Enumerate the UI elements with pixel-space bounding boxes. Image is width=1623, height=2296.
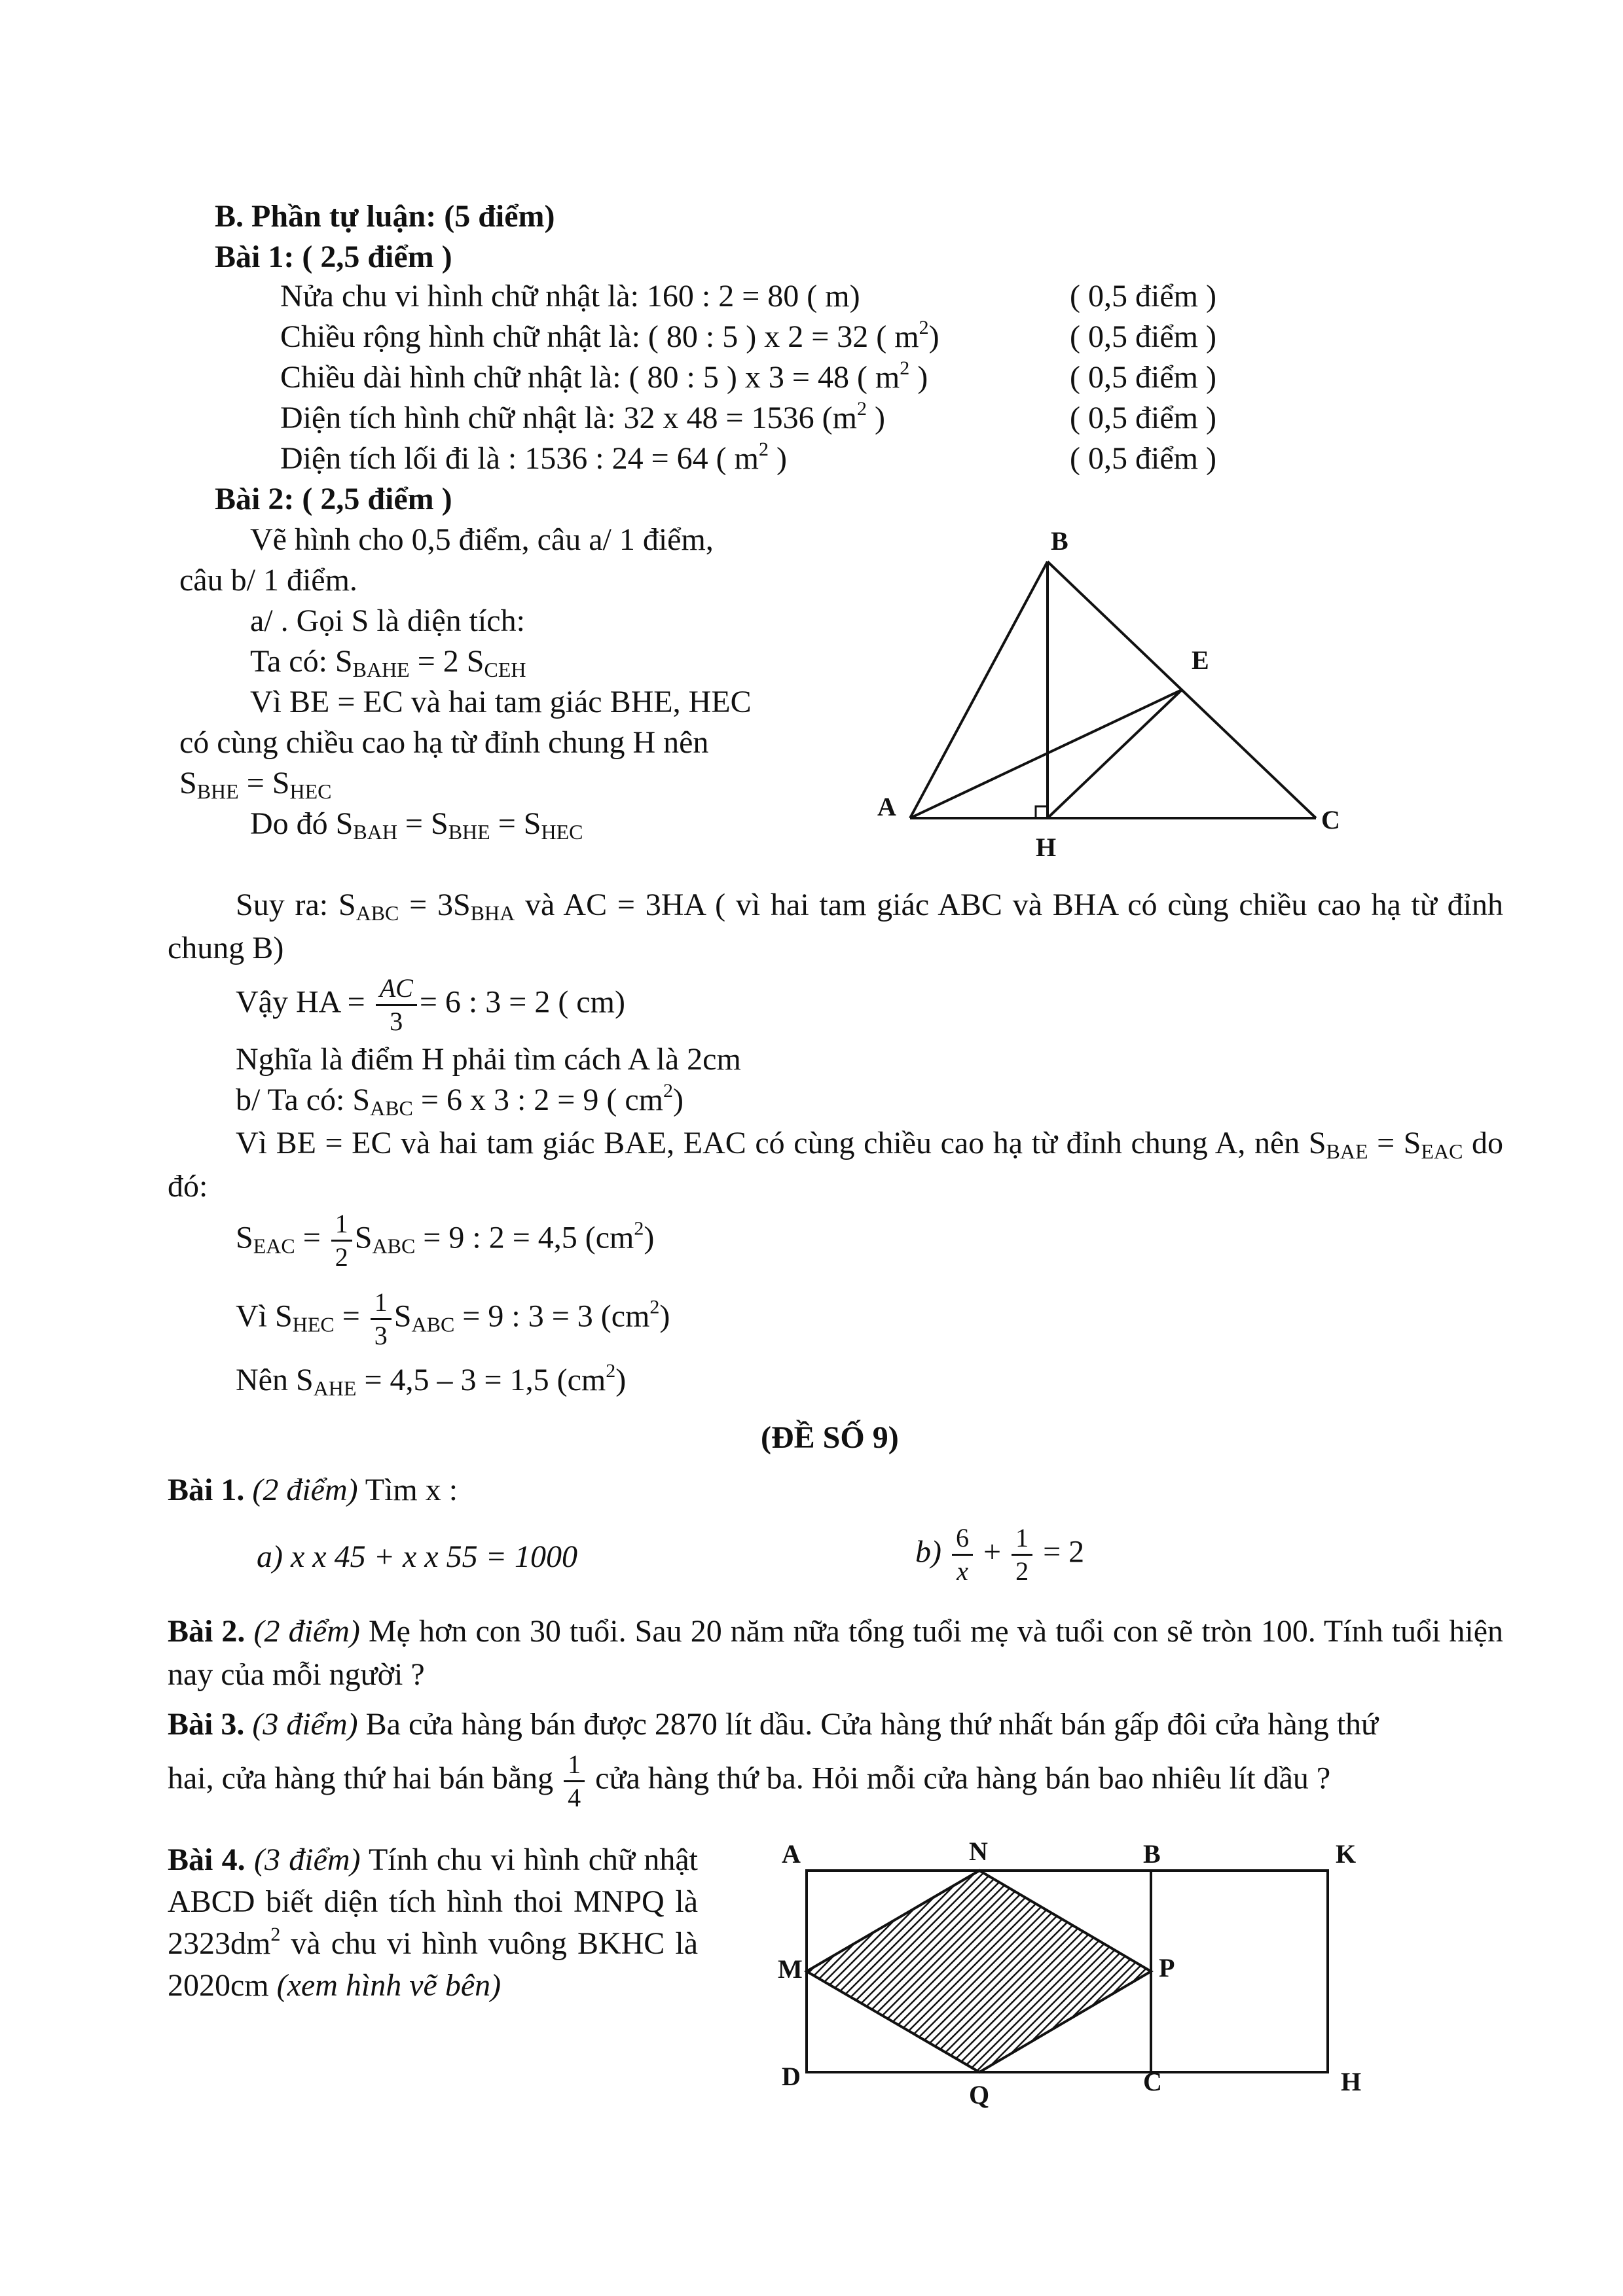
bai1-line-2: Chiều rộng hình chữ nhật là: ( 80 : 5 ) x 2 = 32 ( $m^2$) <box>280 317 939 354</box>
label-b: B <box>1143 1839 1161 1869</box>
bai1-line-5: Diện tích lối đi là : 1536 : 24 = 64 ( $m^2$ ) <box>280 439 787 476</box>
bai1-line-1: Nửa chu vi hình chữ nhật là: 160 : 2 = 80 ( m) <box>280 279 860 314</box>
fraction-one-half: $\frac{1}{2}$ <box>331 1211 352 1270</box>
bai1-line-4: Diện tích hình chữ nhật là: 32 x 48 = 1536 ($m^2$ ) <box>280 398 885 435</box>
bai1-score-2: ( 0,5 điểm ) <box>1070 319 1216 354</box>
shec-line: Vì $S_{HEC}$ = $\frac{1}{3}$ $S_{ABC} = 9$ : 3 = 3 $(cm^2)$ <box>236 1287 670 1350</box>
label-m: M <box>778 1954 803 1984</box>
bai2-title: Bài 2: ( 2,5 điểm ) <box>215 482 452 516</box>
fraction-ac-3: $\frac{AC}{3}$ <box>376 975 417 1035</box>
vay-ha-line: Vậy HA = $\frac{AC}{3}$ = 6 : 3 = 2 ( cm) <box>236 973 625 1036</box>
label-n: N <box>969 1837 988 1866</box>
triangle-figure <box>851 517 1375 870</box>
b-ta-co-line: b/ Ta có: $S_{ABC} = 6$ x 3 : 2 = 9 ( $cm^2$) <box>236 1080 684 1120</box>
bai1-score-4: ( 0,5 điểm ) <box>1070 401 1216 435</box>
label-q: Q <box>969 2080 990 2109</box>
bai1-score-3: ( 0,5 điểm ) <box>1070 360 1216 395</box>
bai1-line-3: Chiều dài hình chữ nhật là: ( 80 : 5 ) x 3 = 48 ( $m^2$ ) <box>280 357 928 395</box>
nen-line: Nên $S_{AHE} = 4,5 - 3 = 1,5$ $(cm^2)$ <box>236 1360 627 1400</box>
de9-bai3-line-1: Bài 3. (3 điểm) Ba cửa hàng bán được 2870 lít dầu. Cửa hàng thứ nhất bán gấp đôi cửa hàng thứ <box>168 1707 1379 1742</box>
label-k: K <box>1336 1839 1357 1869</box>
fraction-one-third: $\frac{1}{3}$ <box>371 1289 392 1349</box>
bai2-line-4: Ta có: $S_{BAHE} = 2$ $S_{CEH}$ <box>250 644 526 681</box>
label-d: D <box>782 2062 801 2091</box>
bai2-line-3: a/ . Gọi S là diện tích: <box>250 603 525 638</box>
label-a: A <box>877 792 896 821</box>
de-so-9-title: (ĐỀ SỐ 9) <box>761 1420 899 1455</box>
de9-bai2-paragraph: Bài 2. (2 điểm) Mẹ hơn con 30 tuổi. Sau 20 năm nữa tổng tuổi mẹ và tuổi con sẽ tròn 100. Tính tuổi hiện nay của mỗi người ? <box>168 1614 1504 1692</box>
label-c: C <box>1321 805 1340 834</box>
label-h: H <box>1341 2067 1362 2096</box>
label-h: H <box>1036 833 1057 862</box>
fraction-1-4: $\frac{1}{4}$ <box>564 1751 585 1811</box>
bai1-score-1: ( 0,5 điểm ) <box>1070 279 1216 314</box>
bai2-line-5: Vì BE = EC và hai tam giác BHE, HEC <box>250 685 752 719</box>
side-ab <box>910 562 1048 818</box>
bai1-title: Bài 1: ( 2,5 điểm ) <box>215 240 452 274</box>
de9-bai1-b: b) $\frac{6}{x}$ + $\frac{1}{2}$ = 2 <box>915 1523 1085 1586</box>
label-c: C <box>1143 2067 1162 2096</box>
vi-be-ec-paragraph: Vì BE = EC và hai tam giác BAE, EAC có cùng chiều cao hạ từ đỉnh chung A, nên $S_{BAE} = S_{EAC}$ do đó: <box>168 1126 1504 1204</box>
de9-bai1-a: a) x x 45 + x x 55 = 1000 <box>257 1539 577 1574</box>
bai1-score-5: ( 0,5 điểm ) <box>1070 441 1216 476</box>
nghia-la-line: Nghĩa là điểm H phải tìm cách A là 2cm <box>236 1042 741 1077</box>
rectangle-rhombus-figure <box>773 1833 1401 2114</box>
label-a: A <box>782 1839 801 1869</box>
bai2-line-7: $S_{BHE} = S_{HEC}$ <box>179 766 332 803</box>
rhombus-mnpq <box>807 1871 1151 2072</box>
seac-line: $S_{EAC}$ = $\frac{1}{2}$ $S_{ABC} = 9$ : 2 = 4,5 $(cm^2)$ <box>236 1209 655 1272</box>
bai2-line-2: câu b/ 1 điểm. <box>179 563 357 598</box>
section-title-part-b: B. Phần tự luận: (5 điểm) <box>215 199 555 234</box>
fraction-1-2: $\frac{1}{2}$ <box>1012 1525 1032 1585</box>
de9-bai4-paragraph: Bài 4. (3 điểm) Tính chu vi hình chữ nhật ABCD biết diện tích hình thoi MNPQ là $2323dm^2$ và chu vi hình vuông BKHC là 2020cm (xem hình vẽ bên) <box>168 1842 699 2003</box>
de9-bai3-line-2: hai, cửa hàng thứ hai bán bằng $\frac{1}{4}$ cửa hàng thứ ba. Hỏi mỗi cửa hàng bán bao nhiêu lít dầu ? <box>168 1749 1331 1812</box>
fraction-6-x: $\frac{6}{x}$ <box>952 1525 973 1585</box>
label-b: B <box>1051 526 1068 556</box>
bai2-line-6: có cùng chiều cao hạ từ đỉnh chung H nên <box>179 725 709 760</box>
bai2-line-8: Do đó $S_{BAH} = S_{BHE} = S_{HEC}$ <box>250 806 583 844</box>
label-e: E <box>1192 645 1209 675</box>
bai2-line-1: Vẽ hình cho 0,5 điểm, câu a/ 1 điểm, <box>250 522 714 557</box>
de9-bai1-heading: Bài 1. (2 điểm) Tìm x : <box>168 1473 458 1507</box>
label-p: P <box>1159 1953 1175 1982</box>
right-angle-mark <box>1036 806 1048 818</box>
segment-he <box>1048 690 1182 818</box>
suy-ra-paragraph: Suy ra: $S_{ABC} = 3S_{BHA}$ và AC = 3HA ( vì hai tam giác ABC và BHA có cùng chiều cao hạ từ đỉnh chung B) <box>168 888 1504 965</box>
segment-ae <box>910 690 1182 818</box>
